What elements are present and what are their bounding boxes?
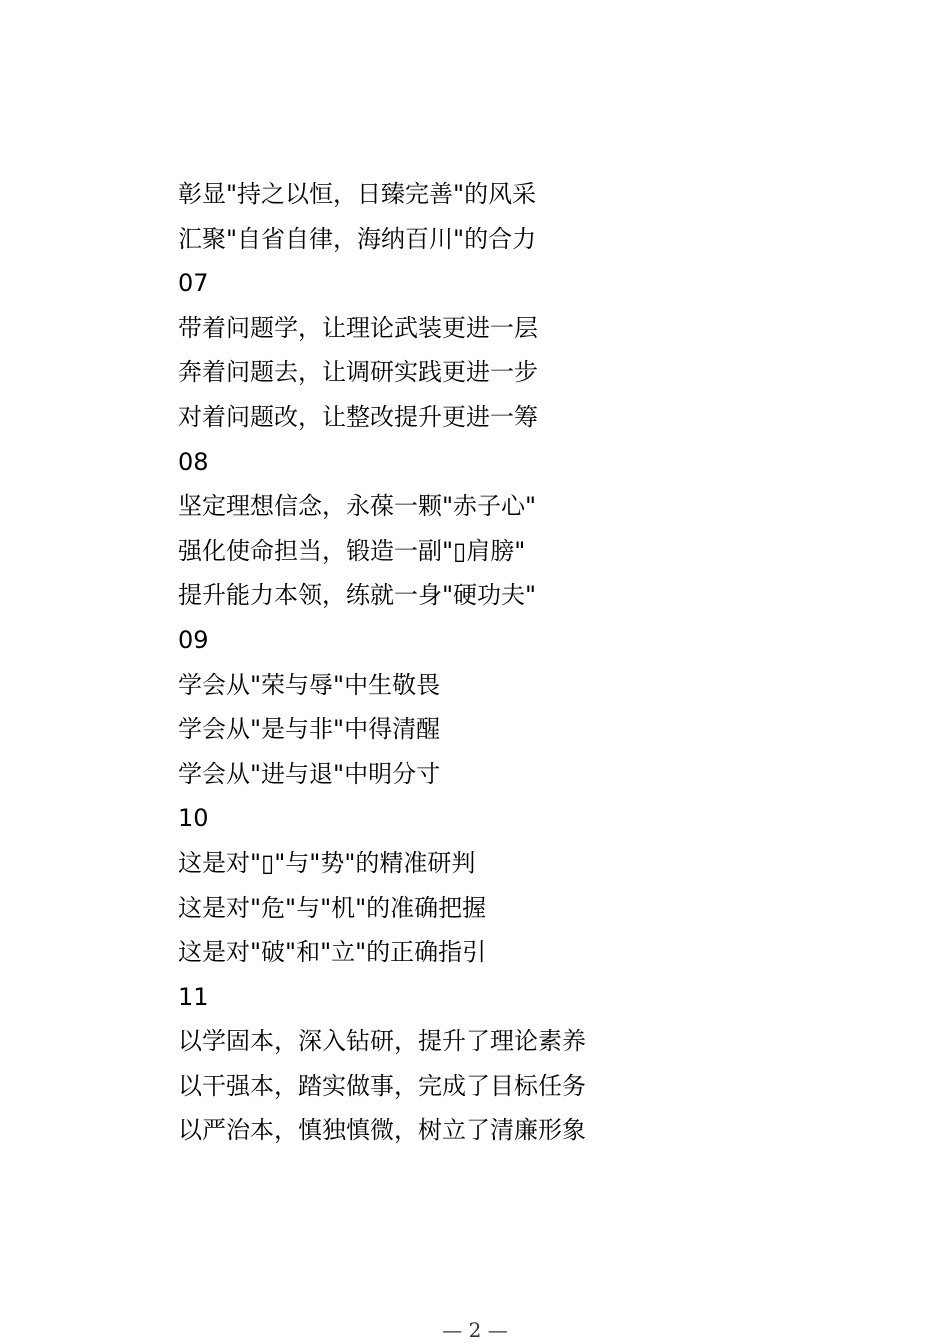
text-line: 这是对"危"与"机"的准确把握: [178, 893, 487, 922]
text-line: 这是对"破"和"立"的正确指引: [178, 938, 487, 967]
text-line: 学会从"进与退"中明分寸: [178, 759, 441, 788]
text-line: 对着问题改，让整改提升更进一筹: [178, 402, 538, 431]
page-number: — 2 —: [442, 1318, 508, 1342]
text-line: 汇聚"自省自律，海纳百川"的合力: [178, 224, 537, 253]
text-line: 以严治本，慎独慎微，树立了清廉形象: [178, 1116, 586, 1145]
section-number: 11: [178, 982, 209, 1011]
text-line: 学会从"荣与辱"中生敬畏: [178, 670, 441, 699]
text-line: 提升能力本领，练就一身"硬功夫": [178, 581, 537, 610]
text-line: 这是对"▯"与"势"的精准研判: [178, 848, 476, 877]
text-line: 彰显"持之以恒，日臻完善"的风采: [178, 180, 537, 208]
text-line: 以学固本，深入钻研，提升了理论素养: [178, 1027, 586, 1056]
text-line: 奔着问题去，让调研实践更进一步: [178, 358, 538, 387]
text-line: 强化使命担当，锻造一副"▯肩膀": [178, 536, 526, 565]
text-line: 学会从"是与非"中得清醒: [178, 715, 441, 744]
section-number: 10: [178, 804, 209, 833]
text-line: 带着问题学，让理论武装更进一层: [178, 313, 538, 342]
section-number: 09: [178, 625, 209, 654]
text-line: 以干强本，踏实做事，完成了目标任务: [178, 1071, 586, 1100]
document-body: [178, 172, 878, 1153]
section-number: 07: [178, 269, 209, 298]
section-number: 08: [178, 447, 209, 476]
text-line: 坚定理想信念，永葆一颗"赤子心": [178, 492, 537, 521]
